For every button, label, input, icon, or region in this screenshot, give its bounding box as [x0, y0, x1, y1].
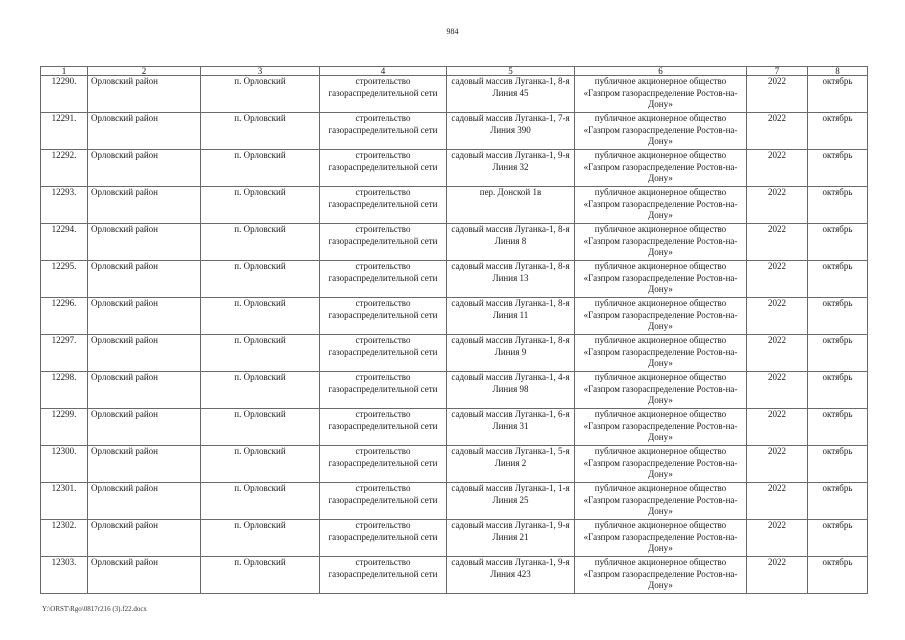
table-row — [41, 76, 868, 113]
file-path-footer: Y:\ORST\Rgo\0817r216 (3).f22.docx — [42, 605, 147, 613]
year-cell: 2022 — [747, 520, 808, 557]
year-cell: 2022 — [747, 557, 808, 594]
district-cell: Орловский район — [88, 520, 201, 557]
header-cell-7: 7 — [747, 67, 808, 76]
address-cell: садовый массив Луганка-1, 5-я Линия 2 — [447, 446, 575, 483]
work-type-cell: строительство газораспределительной сети — [320, 113, 447, 150]
organization-cell: публичное акционерное общество «Газпром газораспределение Ростов-на-Дону» — [575, 76, 747, 113]
month-cell: октябрь — [808, 557, 868, 594]
row-number-cell: 12298. — [41, 372, 88, 409]
district-cell: Орловский район — [88, 446, 201, 483]
header-cell-2: 2 — [88, 67, 201, 76]
organization-cell: публичное акционерное общество «Газпром газораспределение Ростов-на-Дону» — [575, 446, 747, 483]
organization-cell: публичное акционерное общество «Газпром газораспределение Ростов-на-Дону» — [575, 113, 747, 150]
work-type-cell: строительство газораспределительной сети — [320, 261, 447, 298]
work-type-cell: строительство газораспределительной сети — [320, 335, 447, 372]
month-cell: октябрь — [808, 150, 868, 187]
address-cell: садовый массив Луганка-1, 8-я Линия 9 — [447, 335, 575, 372]
row-number-cell: 12291. — [41, 113, 88, 150]
settlement-cell: п. Орловский — [201, 261, 320, 298]
address-cell: садовый массив Луганка-1, 6-я Линия 31 — [447, 409, 575, 446]
table-row — [41, 483, 868, 520]
year-cell: 2022 — [747, 150, 808, 187]
month-cell: октябрь — [808, 372, 868, 409]
year-cell: 2022 — [747, 298, 808, 335]
organization-cell: публичное акционерное общество «Газпром газораспределение Ростов-на-Дону» — [575, 150, 747, 187]
work-type-cell: строительство газораспределительной сети — [320, 446, 447, 483]
header-cell-8: 8 — [808, 67, 868, 76]
address-cell: садовый массив Луганка-1, 7-я Линия 390 — [447, 113, 575, 150]
table-row — [41, 113, 868, 150]
work-type-cell: строительство газораспределительной сети — [320, 298, 447, 335]
data-table — [40, 66, 868, 594]
row-number-cell: 12295. — [41, 261, 88, 298]
address-cell: садовый массив Луганка-1, 4-я Линия 98 — [447, 372, 575, 409]
year-cell: 2022 — [747, 261, 808, 298]
organization-cell: публичное акционерное общество «Газпром газораспределение Ростов-на-Дону» — [575, 224, 747, 261]
organization-cell: публичное акционерное общество «Газпром газораспределение Ростов-на-Дону» — [575, 187, 747, 224]
district-cell: Орловский район — [88, 76, 201, 113]
district-cell: Орловский район — [88, 483, 201, 520]
settlement-cell: п. Орловский — [201, 224, 320, 261]
year-cell: 2022 — [747, 76, 808, 113]
row-number-cell: 12301. — [41, 483, 88, 520]
district-cell: Орловский район — [88, 298, 201, 335]
address-cell: садовый массив Луганка-1, 8-я Линия 8 — [447, 224, 575, 261]
district-cell: Орловский район — [88, 224, 201, 261]
address-cell: садовый массив Луганка-1, 8-я Линия 13 — [447, 261, 575, 298]
work-type-cell: строительство газораспределительной сети — [320, 520, 447, 557]
table-row — [41, 557, 868, 594]
row-number-cell: 12294. — [41, 224, 88, 261]
table-row — [41, 150, 868, 187]
work-type-cell: строительство газораспределительной сети — [320, 372, 447, 409]
settlement-cell: п. Орловский — [201, 150, 320, 187]
organization-cell: публичное акционерное общество «Газпром газораспределение Ростов-на-Дону» — [575, 520, 747, 557]
table-row — [41, 446, 868, 483]
month-cell: октябрь — [808, 187, 868, 224]
header-cell-6: 6 — [575, 67, 747, 76]
district-cell: Орловский район — [88, 409, 201, 446]
year-cell: 2022 — [747, 409, 808, 446]
month-cell: октябрь — [808, 483, 868, 520]
address-cell: садовый массив Луганка-1, 9-я Линия 32 — [447, 150, 575, 187]
settlement-cell: п. Орловский — [201, 113, 320, 150]
row-number-cell: 12299. — [41, 409, 88, 446]
table-row — [41, 298, 868, 335]
table-row — [41, 187, 868, 224]
year-cell: 2022 — [747, 446, 808, 483]
table-row — [41, 261, 868, 298]
settlement-cell: п. Орловский — [201, 298, 320, 335]
year-cell: 2022 — [747, 187, 808, 224]
month-cell: октябрь — [808, 76, 868, 113]
work-type-cell: строительство газораспределительной сети — [320, 187, 447, 224]
organization-cell: публичное акционерное общество «Газпром газораспределение Ростов-на-Дону» — [575, 298, 747, 335]
month-cell: октябрь — [808, 409, 868, 446]
district-cell: Орловский район — [88, 261, 201, 298]
year-cell: 2022 — [747, 113, 808, 150]
address-cell: садовый массив Луганка-1, 9-я Линия 423 — [447, 557, 575, 594]
header-cell-3: 3 — [201, 67, 320, 76]
month-cell: октябрь — [808, 113, 868, 150]
district-cell: Орловский район — [88, 187, 201, 224]
settlement-cell: п. Орловский — [201, 483, 320, 520]
district-cell: Орловский район — [88, 335, 201, 372]
address-cell: садовый массив Луганка-1, 9-я Линия 21 — [447, 520, 575, 557]
header-cell-1: 1 — [41, 67, 88, 76]
table-row — [41, 409, 868, 446]
month-cell: октябрь — [808, 520, 868, 557]
settlement-cell: п. Орловский — [201, 187, 320, 224]
address-cell: садовый массив Луганка-1, 1-я Линия 25 — [447, 483, 575, 520]
work-type-cell: строительство газораспределительной сети — [320, 150, 447, 187]
organization-cell: публичное акционерное общество «Газпром газораспределение Ростов-на-Дону» — [575, 261, 747, 298]
settlement-cell: п. Орловский — [201, 76, 320, 113]
month-cell: октябрь — [808, 298, 868, 335]
table-row — [41, 224, 868, 261]
month-cell: октябрь — [808, 335, 868, 372]
row-number-cell: 12302. — [41, 520, 88, 557]
year-cell: 2022 — [747, 335, 808, 372]
row-number-cell: 12303. — [41, 557, 88, 594]
year-cell: 2022 — [747, 483, 808, 520]
address-cell: пер. Донской 1в — [447, 187, 575, 224]
month-cell: октябрь — [808, 261, 868, 298]
year-cell: 2022 — [747, 372, 808, 409]
row-number-cell: 12296. — [41, 298, 88, 335]
row-number-cell: 12300. — [41, 446, 88, 483]
district-cell: Орловский район — [88, 113, 201, 150]
settlement-cell: п. Орловский — [201, 520, 320, 557]
organization-cell: публичное акционерное общество «Газпром газораспределение Ростов-на-Дону» — [575, 483, 747, 520]
organization-cell: публичное акционерное общество «Газпром газораспределение Ростов-на-Дону» — [575, 557, 747, 594]
organization-cell: публичное акционерное общество «Газпром газораспределение Ростов-на-Дону» — [575, 335, 747, 372]
settlement-cell: п. Орловский — [201, 557, 320, 594]
address-cell: садовый массив Луганка-1, 8-я Линия 45 — [447, 76, 575, 113]
settlement-cell: п. Орловский — [201, 409, 320, 446]
settlement-cell: п. Орловский — [201, 446, 320, 483]
row-number-cell: 12297. — [41, 335, 88, 372]
month-cell: октябрь — [808, 446, 868, 483]
settlement-cell: п. Орловский — [201, 335, 320, 372]
settlement-cell: п. Орловский — [201, 372, 320, 409]
page-number: 984 — [446, 27, 459, 36]
work-type-cell: строительство газораспределительной сети — [320, 76, 447, 113]
row-number-cell: 12290. — [41, 76, 88, 113]
organization-cell: публичное акционерное общество «Газпром газораспределение Ростов-на-Дону» — [575, 372, 747, 409]
work-type-cell: строительство газораспределительной сети — [320, 557, 447, 594]
work-type-cell: строительство газораспределительной сети — [320, 483, 447, 520]
table-row — [41, 520, 868, 557]
work-type-cell: строительство газораспределительной сети — [320, 224, 447, 261]
month-cell: октябрь — [808, 224, 868, 261]
district-cell: Орловский район — [88, 150, 201, 187]
organization-cell: публичное акционерное общество «Газпром газораспределение Ростов-на-Дону» — [575, 409, 747, 446]
row-number-cell: 12292. — [41, 150, 88, 187]
district-cell: Орловский район — [88, 372, 201, 409]
district-cell: Орловский район — [88, 557, 201, 594]
year-cell: 2022 — [747, 224, 808, 261]
table-row — [41, 335, 868, 372]
table-row — [41, 372, 868, 409]
header-cell-4: 4 — [320, 67, 447, 76]
header-row — [41, 67, 868, 76]
row-number-cell: 12293. — [41, 187, 88, 224]
address-cell: садовый массив Луганка-1, 8-я Линия 11 — [447, 298, 575, 335]
work-type-cell: строительство газораспределительной сети — [320, 409, 447, 446]
header-cell-5: 5 — [447, 67, 575, 76]
